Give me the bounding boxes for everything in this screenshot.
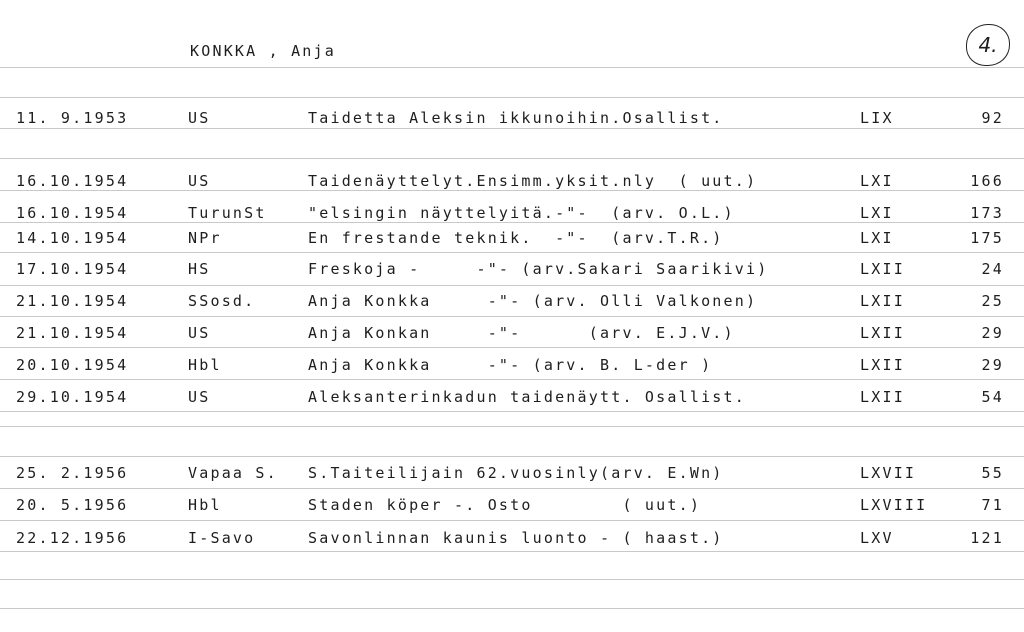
- ruled-line: [0, 520, 1024, 521]
- entry-volume: LIX: [860, 109, 894, 127]
- entry-source: US: [188, 172, 211, 190]
- entry-row: [0, 387, 1024, 411]
- entry-date: 16.10.1954: [16, 172, 129, 190]
- entry-page: 55: [981, 464, 1004, 482]
- card-number-badge: [966, 24, 1010, 66]
- entry-row: [0, 463, 1024, 487]
- entry-page: 166: [970, 172, 1004, 190]
- entry-volume: LXII: [860, 324, 905, 342]
- entry-source: Vapaa S.: [188, 464, 278, 482]
- entry-source: SSosd.: [188, 292, 256, 310]
- entry-source: TurunSt: [188, 204, 267, 222]
- entry-page: 54: [981, 388, 1004, 406]
- ruled-line: [0, 285, 1024, 286]
- entry-date: 11. 9.1953: [16, 109, 129, 127]
- entry-volume: LXII: [860, 292, 905, 310]
- entry-title: Taidenäyttelyt.Ensimm.yksit.nly ( uut.): [308, 172, 758, 190]
- entry-source: Hbl: [188, 356, 222, 374]
- ruled-line: [0, 608, 1024, 609]
- entry-row: [0, 323, 1024, 347]
- entry-title: En frestande teknik. -"- (arv.T.R.): [308, 229, 724, 247]
- entry-title: Aleksanterinkadun taidenäytt. Osallist.: [308, 388, 746, 406]
- entry-date: 29.10.1954: [16, 388, 129, 406]
- entry-row: [0, 291, 1024, 315]
- entry-source: US: [188, 109, 211, 127]
- entry-volume: LXVIII: [860, 496, 928, 514]
- ruled-line: [0, 411, 1024, 412]
- entry-page: 173: [970, 204, 1004, 222]
- entry-date: 25. 2.1956: [16, 464, 129, 482]
- entry-volume: LXII: [860, 388, 905, 406]
- entry-title: Anja Konkka -"- (arv. B. L-der ): [308, 356, 713, 374]
- entry-source: I-Savo: [188, 529, 256, 547]
- entry-title: Anja Konkka -"- (arv. Olli Valkonen): [308, 292, 758, 310]
- entry-volume: LXI: [860, 204, 894, 222]
- entry-row: [0, 108, 1024, 132]
- entry-date: 16.10.1954: [16, 204, 129, 222]
- entry-date: 20. 5.1956: [16, 496, 129, 514]
- ruled-line: [0, 426, 1024, 427]
- entry-row: [0, 171, 1024, 195]
- entry-volume: LXVII: [860, 464, 917, 482]
- entry-page: 29: [981, 356, 1004, 374]
- ruled-line: [0, 379, 1024, 380]
- entry-page: 29: [981, 324, 1004, 342]
- entry-volume: LXII: [860, 356, 905, 374]
- entry-title: Staden köper -. Osto ( uut.): [308, 496, 702, 514]
- entry-source: Hbl: [188, 496, 222, 514]
- entry-page: 175: [970, 229, 1004, 247]
- ruled-line: [0, 488, 1024, 489]
- entry-row: [0, 203, 1024, 227]
- entry-page: 92: [981, 109, 1004, 127]
- entry-volume: LXI: [860, 229, 894, 247]
- entry-source: US: [188, 388, 211, 406]
- entry-date: 21.10.1954: [16, 292, 129, 310]
- card-heading-name: KONKKA , Anja: [190, 42, 336, 60]
- entry-page: 121: [970, 529, 1004, 547]
- entry-row: [0, 355, 1024, 379]
- entry-title: Anja Konkan -"- (arv. E.J.V.): [308, 324, 735, 342]
- entry-title: "elsingin näyttelyitä.-"- (arv. O.L.): [308, 204, 735, 222]
- entry-row: [0, 228, 1024, 252]
- entry-page: 71: [981, 496, 1004, 514]
- entry-title: Freskoja - -"- (arv.Sakari Saarikivi): [308, 260, 769, 278]
- entry-date: 17.10.1954: [16, 260, 129, 278]
- entry-row: [0, 528, 1024, 552]
- entry-source: HS: [188, 260, 211, 278]
- ruled-line: [0, 456, 1024, 457]
- ruled-line: [0, 67, 1024, 68]
- ruled-line: [0, 579, 1024, 580]
- ruled-line: [0, 252, 1024, 253]
- entry-source: NPr: [188, 229, 222, 247]
- ruled-line: [0, 316, 1024, 317]
- ruled-line: [0, 158, 1024, 159]
- card-number-text: 4.: [978, 33, 998, 57]
- entry-source: US: [188, 324, 211, 342]
- entry-title: Taidetta Aleksin ikkunoihin.Osallist.: [308, 109, 724, 127]
- entry-date: 22.12.1956: [16, 529, 129, 547]
- entry-title: S.Taiteilijain 62.vuosinly(arv. E.Wn): [308, 464, 724, 482]
- entry-volume: LXII: [860, 260, 905, 278]
- entry-date: 21.10.1954: [16, 324, 129, 342]
- ruled-line: [0, 347, 1024, 348]
- entry-page: 25: [981, 292, 1004, 310]
- entry-date: 20.10.1954: [16, 356, 129, 374]
- entry-volume: LXI: [860, 172, 894, 190]
- entry-row: [0, 495, 1024, 519]
- entry-volume: LXV: [860, 529, 894, 547]
- entry-page: 24: [981, 260, 1004, 278]
- entry-title: Savonlinnan kaunis luonto - ( haast.): [308, 529, 724, 547]
- entry-row: [0, 259, 1024, 283]
- ruled-line: [0, 97, 1024, 98]
- entry-date: 14.10.1954: [16, 229, 129, 247]
